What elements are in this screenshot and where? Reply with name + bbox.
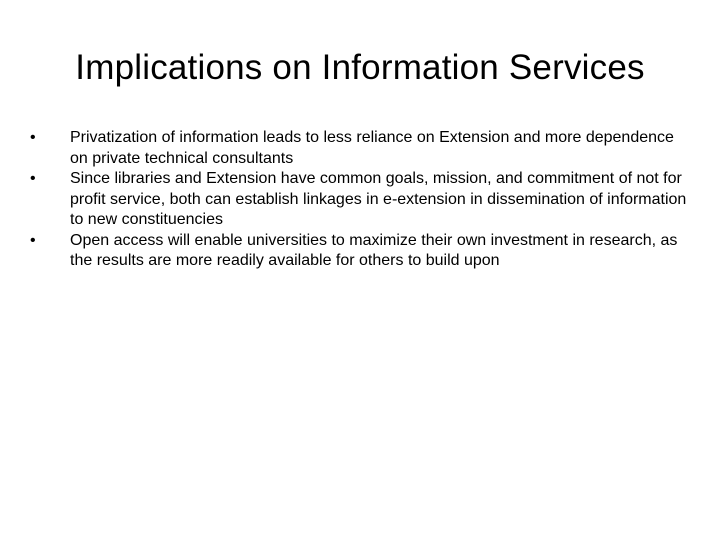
- bullet-list: [28, 128, 688, 272]
- bullet-marker: •: [30, 129, 36, 146]
- bullet-text: Open access will enable universities to maximize their own investment in research, as the results are more readily available for others to build upon: [70, 231, 678, 269]
- bullet-item: [28, 169, 688, 231]
- bullet-text: Since libraries and Extension have common goals, mission, and commitment of not for profit service, both can establish linkages in e-extension in dissemination of information to new constituencies: [70, 170, 687, 228]
- bullet-item: [28, 128, 688, 169]
- bullet-marker: •: [30, 170, 36, 187]
- bullet-marker: •: [30, 231, 36, 249]
- bullet-text: Privatization of information leads to less reliance on Extension and more dependence on private technical consultants: [70, 129, 674, 167]
- bullet-item: [28, 231, 688, 272]
- slide-title: Implications on Information Services: [75, 48, 645, 87]
